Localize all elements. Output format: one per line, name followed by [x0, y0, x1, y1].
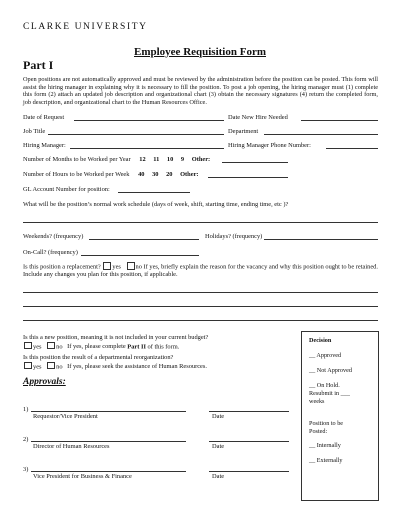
replacement-followup: If yes, briefly explain the reason for the vacancy and why this position ought to be retained. Include any changes you plan for this position, if applicable. — [23, 263, 378, 279]
part-heading: Part I — [23, 58, 54, 72]
new-position-no-label: no — [56, 343, 63, 351]
on-call-field[interactable] — [81, 255, 199, 256]
months-label: Number of Months to be Worked per Year — [23, 156, 131, 163]
hours-option-40[interactable]: 40 — [138, 171, 145, 178]
new-position-followup-pre: If yes, please complete — [67, 343, 128, 351]
replacement-question-block — [23, 262, 378, 279]
months-option-12[interactable]: 12 — [139, 156, 146, 163]
decision-box — [301, 331, 379, 501]
on-call-label: On-Call? (frequency) — [23, 249, 78, 256]
new-position-yes-checkbox[interactable] — [24, 342, 32, 350]
hours-option-30[interactable]: 30 — [152, 171, 159, 178]
hours-other-label: Other: — [180, 171, 199, 178]
approval-3-date-label: Date — [212, 473, 225, 480]
new-position-followup-post: of this form. — [145, 343, 180, 351]
reorg-no-label: no — [56, 363, 63, 371]
hiring-manager-field[interactable] — [70, 148, 224, 149]
department-label: Department — [228, 128, 259, 135]
decision-title: Decision — [309, 337, 332, 344]
approval-2-number: 2) — [23, 436, 29, 443]
approval-3-date-line[interactable] — [209, 471, 289, 472]
holidays-field[interactable] — [264, 239, 378, 240]
weekends-label: Weekends? (frequency) — [23, 233, 84, 240]
approval-3-signature-line[interactable] — [31, 471, 186, 472]
reorg-block — [23, 354, 295, 371]
decision-posted-label-2: Posted: — [309, 428, 328, 435]
schedule-answer-line[interactable] — [23, 222, 378, 223]
hours-label: Number of Hours to be Worked per Week — [23, 171, 130, 178]
date-of-request-field[interactable] — [74, 120, 224, 121]
date-new-hire-label: Date New Hire Needed — [228, 114, 288, 121]
department-field[interactable] — [264, 134, 378, 135]
university-name: CLARKE UNIVERSITY — [23, 22, 148, 32]
approval-1-date-label: Date — [212, 413, 225, 420]
reorg-followup: If yes, please seek the assistance of Human Resources. — [67, 363, 207, 371]
schedule-question: What will be the position’s normal work schedule (days of week, shift, starting time, ending time, etc )? — [23, 201, 289, 208]
new-position-no-checkbox[interactable] — [47, 342, 55, 350]
reorg-no-checkbox[interactable] — [47, 362, 55, 370]
approval-1-signature-line[interactable] — [31, 411, 186, 412]
decision-posted-label: Position to be — [309, 420, 344, 427]
new-position-block — [23, 334, 295, 351]
hours-per-week-row — [23, 171, 199, 179]
replacement-answer-line-3[interactable] — [23, 320, 378, 321]
decision-not-approved[interactable]: __ Not Approved — [309, 367, 352, 374]
new-position-question: Is this a new position, meaning it is not included in your current budget? — [23, 334, 209, 341]
approval-2-signature-line[interactable] — [31, 441, 186, 442]
approval-2-date-line[interactable] — [209, 441, 289, 442]
months-option-11[interactable]: 11 — [153, 156, 160, 163]
reorg-yes-checkbox[interactable] — [24, 362, 32, 370]
replacement-answer-line-1[interactable] — [23, 292, 378, 293]
replacement-answer-line-2[interactable] — [23, 306, 378, 307]
intro-paragraph: Open positions are not automatically approved and must be reviewed by the administration before the position can be posted. This form will assist the hiring manager in explaining why it is necessary to fill the position. To post a job opening, the hiring manager must (1) complete this form (2) attach an updated job description and organizational chart (3) obtain the necessary signatures (4) return the completed form, job description, and organizational chart to the Human Resources Office. — [23, 76, 378, 106]
months-option-10[interactable]: 10 — [166, 156, 174, 163]
approval-3-number: 3) — [23, 466, 29, 473]
decision-internally[interactable]: __ Internally — [309, 442, 341, 449]
replacement-no-checkbox[interactable] — [127, 262, 135, 270]
gl-account-field[interactable] — [118, 192, 190, 193]
gl-account-label: GL Account Number for position: — [23, 186, 110, 193]
approval-1-number: 1) — [23, 406, 29, 413]
approval-3-role: Vice President for Business & Finance — [33, 473, 132, 480]
hours-option-20[interactable]: 20 — [166, 171, 173, 178]
approval-2-role: Director of Human Resources — [33, 443, 110, 450]
approval-1-date-line[interactable] — [209, 411, 289, 412]
weekends-field[interactable] — [89, 239, 199, 240]
approvals-heading: Approvals: — [23, 377, 66, 387]
hiring-manager-phone-field[interactable] — [326, 148, 378, 149]
approval-1-role: Requestor/Vice President — [33, 413, 98, 420]
job-title-field[interactable] — [48, 134, 224, 135]
job-title-label: Job Title — [23, 128, 46, 135]
decision-approved[interactable]: __ Approved — [309, 352, 342, 359]
months-per-year-row — [23, 156, 210, 164]
replacement-question: Is this position a replacement? — [23, 263, 101, 271]
hiring-manager-label: Hiring Manager: — [23, 142, 66, 149]
approval-2-date-label: Date — [212, 443, 225, 450]
hiring-manager-phone-label: Hiring Manager Phone Number: — [228, 142, 311, 149]
reorg-yes-label: yes — [33, 363, 42, 371]
replacement-yes-checkbox[interactable] — [103, 262, 111, 270]
months-other-field[interactable] — [222, 162, 288, 163]
decision-externally[interactable]: __ Externally — [309, 457, 343, 464]
reorg-question: Is this position the result of a departmental reorganization? — [23, 354, 174, 361]
date-new-hire-field[interactable] — [301, 120, 378, 121]
decision-on-hold[interactable]: __ On Hold. — [309, 382, 340, 389]
decision-resubmit: Resubmit in ___ — [309, 390, 350, 397]
new-position-yes-label: yes — [33, 343, 42, 351]
months-option-9[interactable]: 9 — [180, 156, 185, 163]
replacement-yes-label: yes — [112, 263, 121, 271]
hours-other-field[interactable] — [208, 177, 288, 178]
replacement-no-label: no — [135, 263, 142, 271]
part-ii-reference: Part II — [127, 343, 146, 351]
holidays-label: Holidays? (frequency) — [205, 233, 263, 240]
decision-resubmit-weeks: weeks — [309, 398, 325, 405]
months-other-label: Other: — [191, 156, 211, 163]
date-of-request-label: Date of Request — [23, 114, 65, 121]
form-title: Employee Requisition Form — [134, 46, 266, 58]
